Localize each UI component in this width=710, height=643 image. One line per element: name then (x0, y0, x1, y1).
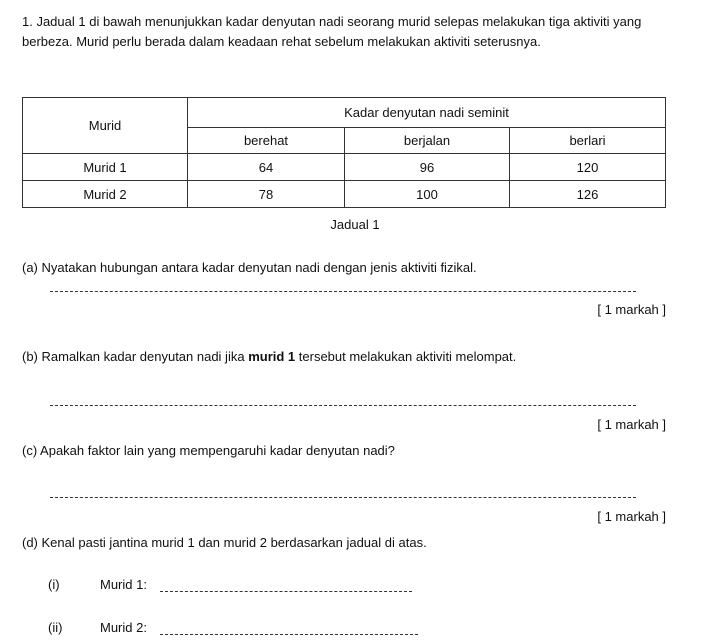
question-b-post: tersebut melakukan aktiviti melompat. (295, 349, 517, 364)
row-name: Murid 2 (23, 181, 188, 208)
question-a: (a) Nyatakan hubungan antara kadar denyutan nadi dengan jenis aktiviti fizikal. (22, 260, 477, 275)
marks-a: [ 1 markah ] (597, 302, 666, 317)
cell-value: 120 (510, 154, 666, 181)
question-c: (c) Apakah faktor lain yang mempengaruhi kadar denyutan nadi? (22, 443, 395, 458)
marks-c: [ 1 markah ] (597, 509, 666, 524)
question-intro: 1. Jadual 1 di bawah menunjukkan kadar denyutan nadi seorang murid selepas melakukan tiga aktiviti yang berbeza. Murid perlu berada dalam keadaan rehat sebelum melakukan aktiviti seterusnya. (22, 14, 642, 49)
cell-value: 64 (188, 154, 345, 181)
cell-value: 100 (345, 181, 510, 208)
sub-question-i-name: Murid 1: (100, 577, 147, 592)
question-d: (d) Kenal pasti jantina murid 1 dan murid 2 berdasarkan jadual di atas. (22, 535, 427, 550)
question-b (22, 349, 516, 364)
header-murid: Murid (23, 98, 188, 154)
answer-line-b[interactable] (50, 405, 636, 406)
cell-value: 78 (188, 181, 345, 208)
column-berehat: berehat (188, 128, 345, 154)
column-berlari: berlari (510, 128, 666, 154)
sub-question-ii-label: (ii) (48, 620, 63, 635)
marks-b: [ 1 markah ] (597, 417, 666, 432)
table-caption: Jadual 1 (330, 217, 380, 232)
header-pulse-rate: Kadar denyutan nadi seminit (188, 98, 666, 128)
pulse-rate-table (22, 97, 666, 208)
question-b-bold: murid 1 (248, 349, 296, 364)
answer-line-d-i[interactable] (160, 591, 412, 592)
row-name: Murid 1 (23, 154, 188, 181)
table-row (23, 181, 666, 208)
answer-line-a[interactable] (50, 291, 636, 292)
answer-line-d-ii[interactable] (160, 634, 418, 635)
question-b-pre: (b) Ramalkan kadar denyutan nadi jika (22, 349, 249, 364)
column-berjalan: berjalan (345, 128, 510, 154)
cell-value: 96 (345, 154, 510, 181)
cell-value: 126 (510, 181, 666, 208)
sub-question-ii-name: Murid 2: (100, 620, 147, 635)
answer-line-c[interactable] (50, 497, 636, 498)
sub-question-i-label: (i) (48, 577, 60, 592)
table-row (23, 154, 666, 181)
